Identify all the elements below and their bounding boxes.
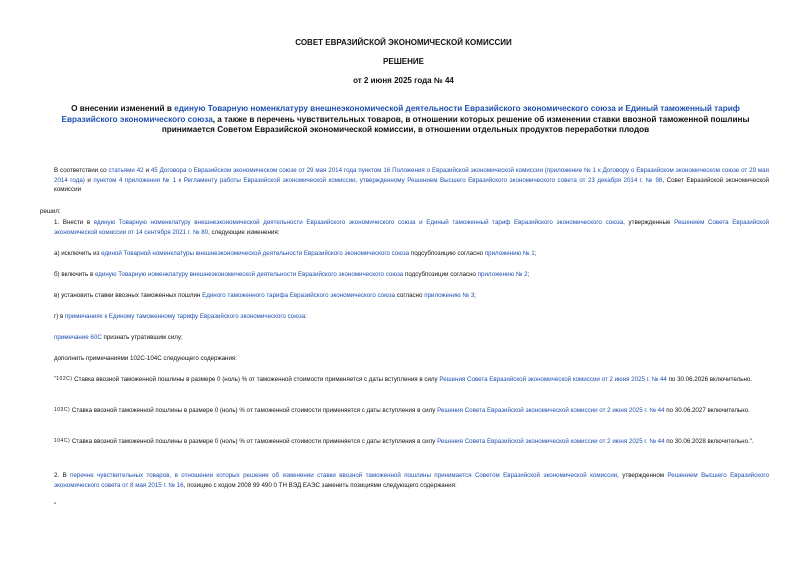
link-sensitive-list[interactable]: перечне чувствительных товаров, в отношении которых решение об изменении ставки ввозной таможенной пошлины принимается Советом Евразийской экономической комиссии — [70, 472, 618, 479]
link-decision-44[interactable]: Решения Совета Евразийской экономической комиссии от 2 июня 2025 г. № 44 — [437, 438, 665, 445]
sub-b-text: ; — [527, 271, 530, 278]
link-article-42[interactable]: статьями 42 — [108, 167, 144, 174]
add-notes-line: дополнить примечаниями 102С-104С следующего содержания: — [54, 355, 237, 362]
sub-a-text: подсубпозицию согласно — [409, 250, 485, 257]
item1-text: , следующие изменения: — [208, 228, 280, 236]
sub-d-text: : — [305, 313, 307, 320]
preamble-text: В соответствии со — [54, 167, 109, 174]
preamble-text: , Совет Евразийской экономической комиссии — [54, 176, 769, 194]
title-text-1: О внесении изменений в — [71, 104, 175, 113]
link-tn-ved-b[interactable]: единую Товарную номенклатуру внешнеэкономической деятельности Евразийского экономического союза — [94, 271, 404, 278]
item-2 — [54, 471, 769, 490]
sub-a-text: а) исключить из — [54, 250, 102, 257]
note-text: по 30.06.2026 включительно. — [666, 376, 753, 383]
note-text: Ставка ввозной таможенной пошлины в размере 0 (ноль) % от таможенной стоимости применяется с даты вступления в силу — [70, 407, 438, 414]
link-decision-44[interactable]: Решения Совета Евразийской экономической комиссии от 2 июня 2025 г. № 44 — [439, 376, 667, 383]
title-text-2: , а также в перечень чувствительных товаров, в отношении которых решение об изменении ставки ввозной таможенной пошлины принимается Советом Евразийской экономической комиссии, в отношении отдельных продуктов переработки плодов — [161, 114, 750, 134]
document-title — [48, 104, 763, 136]
note-60-line — [54, 333, 769, 343]
sub-item-b — [54, 270, 769, 280]
sub-item-c — [54, 291, 769, 301]
note-text: Ставка ввозной таможенной пошлины в размере 0 (ноль) % от таможенной стоимости применяется с даты вступления в силу — [72, 376, 440, 383]
link-rules-p4[interactable]: пунктом 4 приложения № 1 к Регламенту работы Евразийской экономической комиссии, утвержденному Решением Высшего Евразийского экономического совета от 23 декабря 2014 г. № 98 — [93, 176, 663, 184]
note-103 — [54, 406, 769, 416]
link-tn-ved[interactable]: единую Товарную номенклатуру внешнеэкономической деятельности Евразийского экономического союза и Единый таможенный тариф Евразийского экономического союза — [93, 219, 624, 226]
sub-item-a — [54, 249, 769, 259]
note-60-text: признать утратившим силу; — [101, 334, 183, 341]
item2-text: , позицию с кодом 2008 99 490 0 ТН ВЭД ЕАЭС заменить позициями следующего содержания: — [183, 481, 457, 489]
preamble — [54, 166, 769, 195]
link-treaty[interactable]: 45 Договора о Евразийском экономическом союзе от 29 мая 2014 года — [150, 167, 357, 174]
link-annex-3[interactable]: приложению № 3 — [424, 292, 475, 299]
link-decision-44[interactable]: Решения Совета Евразийской экономической комиссии от 2 июня 2025 г. № 44 — [437, 407, 665, 414]
item2-text: , утвержденном — [617, 472, 668, 479]
sub-b-text: подсубпозиции согласно — [403, 271, 478, 278]
link-annex-2[interactable]: приложению № 2 — [477, 271, 528, 278]
link-note-60[interactable]: примечание 60С — [54, 334, 102, 341]
sub-a-text: ; — [534, 250, 537, 257]
note-mark: 104С) — [54, 438, 71, 444]
note-text: Ставка ввозной таможенной пошлины в размере 0 (ноль) % от таможенной стоимости применяется с даты вступления в силу — [70, 438, 438, 445]
note-text: по 30.06.2027 включительно. — [664, 407, 750, 414]
note-104 — [54, 437, 769, 447]
date-line: от 2 июня 2025 года № 44 — [353, 76, 454, 85]
link-tn-ved-a[interactable]: единой Товарной номенклатуры внешнеэкономической деятельности Евразийского экономического союза — [101, 250, 410, 257]
link-annex-1[interactable]: приложению № 1 — [484, 250, 535, 257]
sub-item-d — [54, 312, 769, 322]
item2-text: 2. В — [54, 472, 71, 479]
note-102 — [54, 375, 769, 385]
item1-text: , утвержденные — [623, 219, 675, 226]
link-decision-16[interactable]: Решением Высшего Евразийского экономического совета от 8 мая 2015 г. № 16 — [54, 472, 769, 489]
title-link[interactable]: единую Товарную номенклатуру внешнеэкономической деятельности Евразийского экономического союза и Единый таможенный тариф Евразийского экономического союза — [61, 104, 740, 124]
sub-c-text: ; — [474, 292, 476, 299]
link-ett[interactable]: Единого таможенного тарифа Евразийского экономического союза — [202, 292, 396, 299]
link-decision-80[interactable]: Решением Совета Евразийской экономической комиссии от 14 сентября 2021 г. № 80 — [54, 219, 769, 236]
link-regulation-p16[interactable]: пунктом 16 Положения о Евразийской экономической комиссии (приложение № 1 к Договору о Евразийском экономическом союзе от 29 мая 2014 года) — [54, 167, 769, 184]
quote-mark: " — [54, 502, 57, 509]
sub-d-text: г) в — [54, 313, 66, 320]
item1-text: 1. Внести в — [54, 219, 94, 226]
preamble-text: и — [84, 176, 94, 184]
org-heading: СОВЕТ ЕВРАЗИЙСКОЙ ЭКОНОМИЧЕСКОЙ КОМИССИИ — [295, 38, 512, 47]
preamble-text: и — [143, 167, 151, 174]
doc-type-heading: РЕШЕНИЕ — [383, 57, 424, 66]
note-mark: "102С) — [54, 376, 73, 382]
decided-label: решил: — [40, 208, 61, 215]
note-text: по 30.06.2028 включительно.". — [664, 438, 754, 445]
note-mark: 103С) — [54, 407, 71, 413]
item-1 — [54, 218, 769, 237]
sub-c-text: согласно — [395, 292, 425, 299]
sub-b-text: б) включить в — [54, 271, 95, 278]
link-ett-notes[interactable]: примечаниях к Единому таможенному тарифу Евразийского экономического союза — [65, 313, 306, 320]
sub-c-text: в) установить ставки ввозных таможенных пошлин — [54, 292, 203, 299]
